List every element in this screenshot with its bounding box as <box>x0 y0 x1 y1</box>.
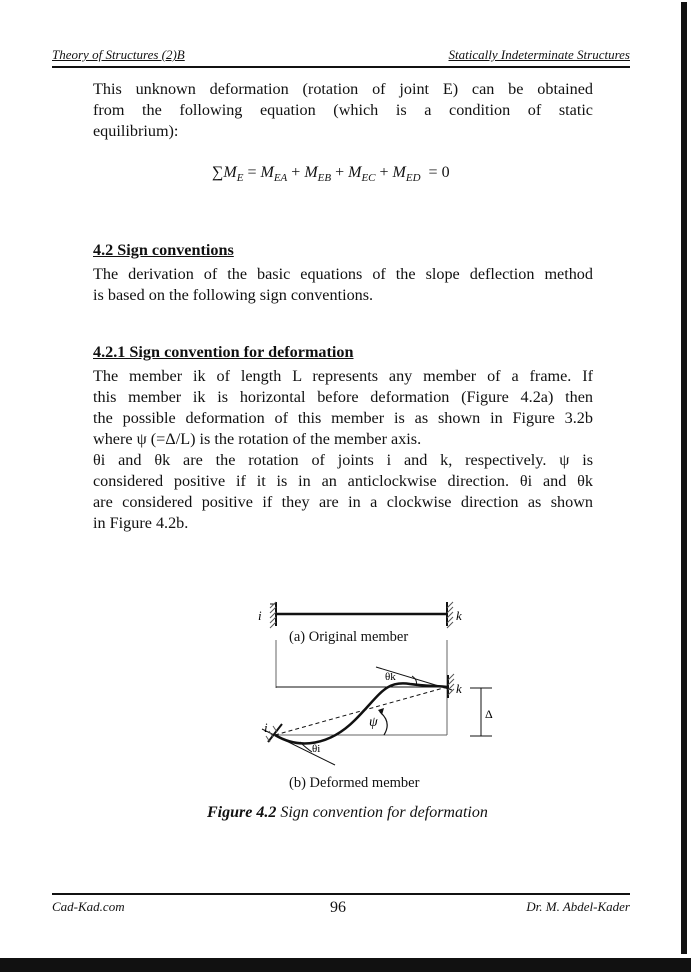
eq-plus: + <box>331 164 349 181</box>
para-line: the possible deformation of this member is as shown in Figure 3.2b <box>93 409 593 427</box>
eq-m: M <box>260 164 274 181</box>
para-line: θi and θk are the rotation of joints i and k, respectively. ψ is <box>93 451 593 469</box>
para-line: This unknown deformation (rotation of joint E) can be obtained <box>93 80 593 98</box>
figure-title-text: Sign convention for deformation <box>276 804 488 821</box>
figure-title <box>207 804 488 822</box>
label-delta: Δ <box>485 707 493 721</box>
page-number: 96 <box>330 899 346 916</box>
support-i-deformed <box>266 724 282 742</box>
eq-m: M <box>392 164 406 181</box>
figure-number: Figure 4.2 <box>207 804 277 821</box>
eq-plus: + <box>375 164 393 181</box>
para-line: from the following equation (which is a condition of static <box>93 101 593 119</box>
fixed-support-i <box>270 602 276 628</box>
sum-symbol: ∑ <box>212 164 224 181</box>
deformation-figure <box>250 596 510 796</box>
section-heading-4-2-1: 4.2.1 Sign convention for deformation <box>93 343 354 361</box>
label-k-deformed: k <box>456 681 462 696</box>
header-right: Statically Indeterminate Structures <box>448 47 630 62</box>
para-line: is based on the following sign conventions. <box>93 286 374 304</box>
label-k: k <box>456 608 462 623</box>
label-psi: ψ <box>369 715 378 730</box>
deformed-member <box>262 640 493 765</box>
eq-m: M <box>223 164 237 181</box>
original-member <box>258 602 462 628</box>
eq-m: M <box>348 164 362 181</box>
deformed-curve <box>275 683 447 743</box>
header-left: Theory of Structures (2)B <box>52 47 185 62</box>
section-heading-4-2: 4.2 Sign conventions <box>93 241 234 259</box>
label-theta-i: θi <box>312 743 321 755</box>
caption-deformed-member: (b) Deformed member <box>289 775 420 791</box>
page-footer <box>52 893 630 925</box>
eq-plus: + <box>287 164 305 181</box>
footer-right: Dr. M. Abdel-Kader <box>526 899 630 914</box>
intro-paragraph <box>93 79 593 142</box>
eq-sub-ed: ED <box>405 172 421 185</box>
para-line: considered positive if it is in an anticlockwise direction. θi and θk <box>93 472 593 490</box>
section-4-2-paragraph <box>93 264 593 306</box>
para-line: where ψ (=Δ/L) is the rotation of the member axis. <box>93 430 422 448</box>
psi-arc <box>380 712 387 735</box>
fixed-support-k <box>447 602 453 628</box>
para-line: The derivation of the basic equations of the slope deflection method <box>93 265 593 283</box>
eq-sub-ea: EA <box>273 172 288 185</box>
eq-sub-eb: EB <box>317 172 332 185</box>
para-line: this member ik is horizontal before deformation (Figure 4.2a) then <box>93 388 593 406</box>
eq-sub-e: E <box>236 172 244 185</box>
label-theta-k: θk <box>385 671 396 683</box>
eq-m: M <box>304 164 318 181</box>
para-line: are considered positive if they are in a clockwise direction as shown <box>93 493 593 511</box>
chord-line <box>275 687 447 735</box>
bottom-band <box>0 958 691 972</box>
eq-zero: = 0 <box>428 164 450 181</box>
label-i: i <box>258 608 262 623</box>
footer-left: Cad-Kad.com <box>52 899 125 914</box>
eq-equals: = <box>243 164 261 181</box>
section-4-2-1-paragraph <box>93 366 593 534</box>
para-line: The member ik of length L represents any member of a frame. If <box>93 367 593 385</box>
para-line: in Figure 4.2b. <box>93 514 189 532</box>
eq-sub-ec: EC <box>361 172 376 185</box>
page-header <box>52 46 630 68</box>
label-i-deformed: i <box>264 720 268 735</box>
equilibrium-equation <box>212 164 450 184</box>
support-k-deformed <box>448 674 454 698</box>
para-line: equilibrium): <box>93 122 179 140</box>
caption-original-member: (a) Original member <box>289 629 409 645</box>
